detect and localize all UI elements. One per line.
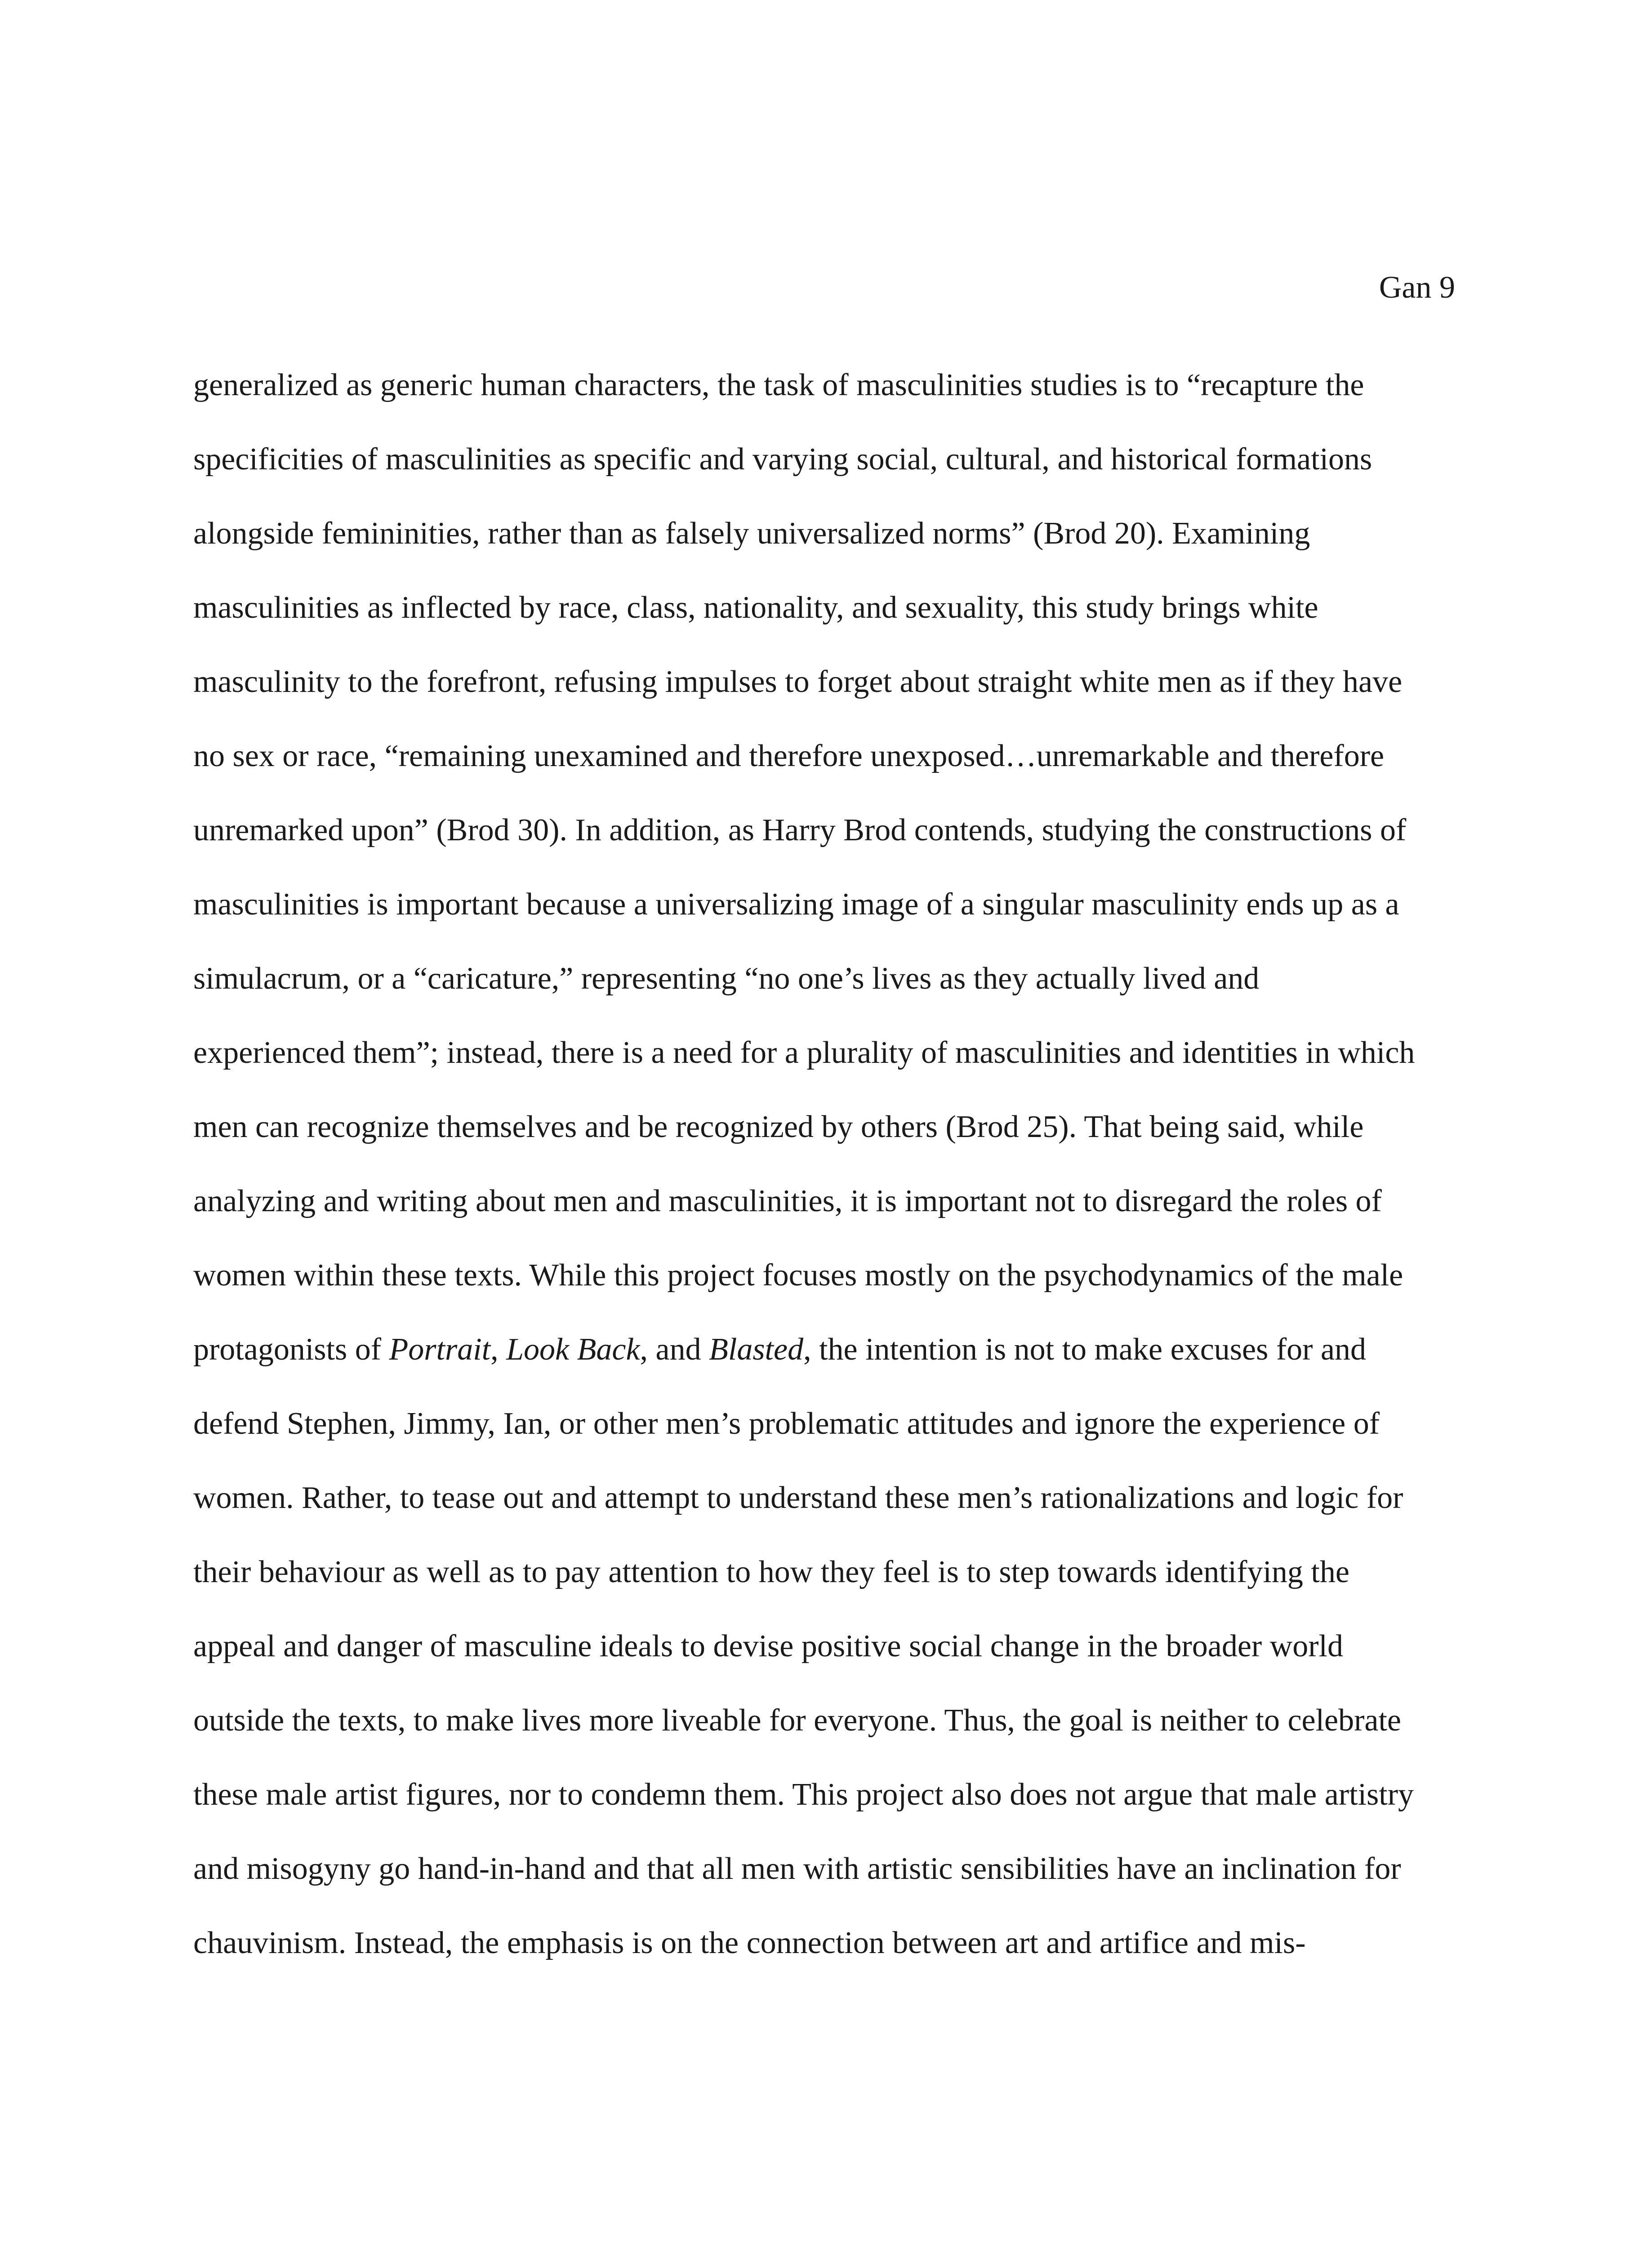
text-run: masculinity to the forefront, refusing impulses to forget about straight white men as if they have bbox=[193, 665, 1403, 699]
title-blasted-italic: Blasted bbox=[709, 1332, 804, 1367]
text-line-19 bbox=[193, 1700, 1470, 1775]
text-line-22 bbox=[193, 1923, 1470, 1997]
text-run: defend Stephen, Jimmy, Ian, or other men’s problematic attitudes and ignore the experience of bbox=[193, 1406, 1380, 1441]
text-run: experienced them”; instead, there is a need for a plurality of masculinities and identities in which bbox=[193, 1035, 1415, 1070]
text-line-9 bbox=[193, 959, 1470, 1033]
text-run: simulacrum, or a “caricature,” representing “no one’s lives as they actually lived and bbox=[193, 961, 1260, 996]
text-run: no sex or race, “remaining unexamined and therefore unexposed…unremarkable and therefore bbox=[193, 739, 1385, 773]
running-header-page-number: Gan 9 bbox=[1379, 270, 1455, 305]
text-run: analyzing and writing about men and masculinities, it is important not to disregard the roles of bbox=[193, 1184, 1382, 1218]
text-run: and misogyny go hand-in-hand and that all men with artistic sensibilities have an inclination for bbox=[193, 1851, 1401, 1886]
text-line-21 bbox=[193, 1849, 1470, 1923]
text-line-7 bbox=[193, 810, 1470, 884]
text-run: masculinities as inflected by race, class, nationality, and sexuality, this study brings white bbox=[193, 590, 1318, 625]
text-run: , and bbox=[640, 1332, 709, 1367]
text-run: , the intention is not to make excuses for and bbox=[803, 1332, 1367, 1367]
text-line-17 bbox=[193, 1552, 1470, 1626]
text-line-2 bbox=[193, 439, 1470, 513]
text-line-3 bbox=[193, 513, 1470, 588]
text-run: appeal and danger of masculine ideals to devise positive social change in the broader world bbox=[193, 1629, 1344, 1664]
text-line-8 bbox=[193, 884, 1470, 959]
text-run: unremarked upon” (Brod 30). In addition, as Harry Brod contends, studying the constructions of bbox=[193, 813, 1407, 847]
text-line-10 bbox=[193, 1033, 1470, 1107]
text-run: protagonists of bbox=[193, 1332, 389, 1367]
text-line-13 bbox=[193, 1255, 1470, 1329]
text-run: women. Rather, to tease out and attempt to understand these men’s rationalizations and logic for bbox=[193, 1481, 1403, 1515]
text-run: specificities of masculinities as specific and varying social, cultural, and historical formations bbox=[193, 442, 1372, 477]
text-line-14 bbox=[193, 1329, 1470, 1404]
text-run: generalized as generic human characters, the task of masculinities studies is to “recapture the bbox=[193, 368, 1364, 402]
text-line-4 bbox=[193, 588, 1470, 662]
body-paragraph bbox=[193, 365, 1470, 1997]
text-line-6 bbox=[193, 736, 1470, 810]
text-run: these male artist figures, nor to condemn them. This project also does not argue that male artistry bbox=[193, 1777, 1414, 1812]
text-run: women within these texts. While this project focuses mostly on the psychodynamics of the male bbox=[193, 1258, 1403, 1293]
text-run: masculinities is important because a universalizing image of a singular masculinity ends up as a bbox=[193, 887, 1399, 922]
text-run: men can recognize themselves and be recognized by others (Brod 25). That being said, while bbox=[193, 1110, 1364, 1144]
text-run: outside the texts, to make lives more liveable for everyone. Thus, the goal is neither to celebrate bbox=[193, 1703, 1402, 1738]
text-line-11 bbox=[193, 1107, 1470, 1181]
text-line-18 bbox=[193, 1626, 1470, 1700]
text-line-1 bbox=[193, 365, 1470, 439]
text-run: chauvinism. Instead, the emphasis is on the connection between art and artifice and mis- bbox=[193, 1926, 1306, 1960]
text-line-5 bbox=[193, 662, 1470, 736]
text-run: alongside femininities, rather than as falsely universalized norms” (Brod 20). Examining bbox=[193, 516, 1310, 551]
text-run: , bbox=[490, 1332, 507, 1367]
text-line-20 bbox=[193, 1775, 1470, 1849]
text-run: their behaviour as well as to pay attention to how they feel is to step towards identifying the bbox=[193, 1555, 1349, 1589]
title-portrait-italic: Portrait bbox=[389, 1332, 491, 1367]
title-look-back-italic: Look Back bbox=[506, 1332, 640, 1367]
text-line-16 bbox=[193, 1478, 1470, 1552]
text-line-15 bbox=[193, 1404, 1470, 1478]
text-line-12 bbox=[193, 1181, 1470, 1255]
